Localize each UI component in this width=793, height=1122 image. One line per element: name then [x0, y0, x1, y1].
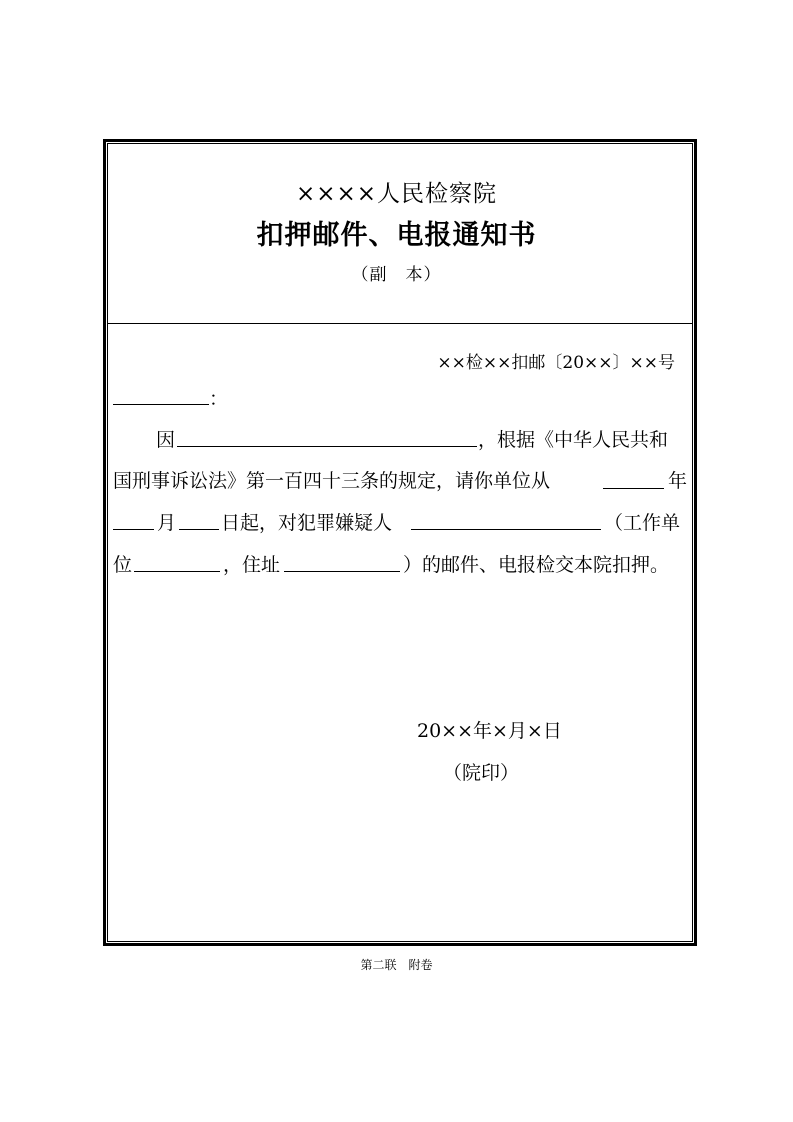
document-title: 扣押邮件、电报通知书	[256, 220, 537, 251]
header-divider	[107, 323, 693, 324]
line1-prefix: 因	[156, 429, 176, 451]
line2-year: 年	[668, 470, 688, 492]
line3-suffix: （工作单	[604, 512, 681, 534]
line2-text: 国刑事诉讼法》第一百四十三条的规定，请你单位从	[113, 470, 551, 492]
reason-blank	[177, 446, 477, 447]
addressee-blank	[113, 404, 209, 405]
day-blank	[179, 529, 219, 530]
month-number-blank	[113, 529, 154, 530]
court-name: ××××人民检察院	[295, 181, 498, 207]
court-seal: （院印）	[443, 762, 520, 784]
copy-label: （副 本）	[351, 265, 442, 285]
issue-date: 20××年×月×日	[417, 720, 562, 742]
address-blank	[284, 571, 400, 572]
suspect-blank	[411, 529, 601, 530]
year-blank	[603, 488, 664, 489]
document-number: ××检××扣邮〔20××〕××号	[437, 353, 675, 373]
addressee-colon: ：	[209, 388, 229, 410]
line4-suffix: ）的邮件、电报检交本院扣押。	[403, 554, 670, 576]
work-unit-blank	[134, 571, 220, 572]
line4-mid: ，住址	[223, 554, 281, 576]
line1-suffix: ，根据《中华人民共和	[478, 429, 669, 451]
line3-day-text: 日起，对犯罪嫌疑人	[221, 512, 393, 534]
line4-prefix: 位	[113, 554, 133, 576]
footer-label: 第二联 附卷	[360, 958, 433, 972]
line3-month: 月	[157, 512, 177, 534]
